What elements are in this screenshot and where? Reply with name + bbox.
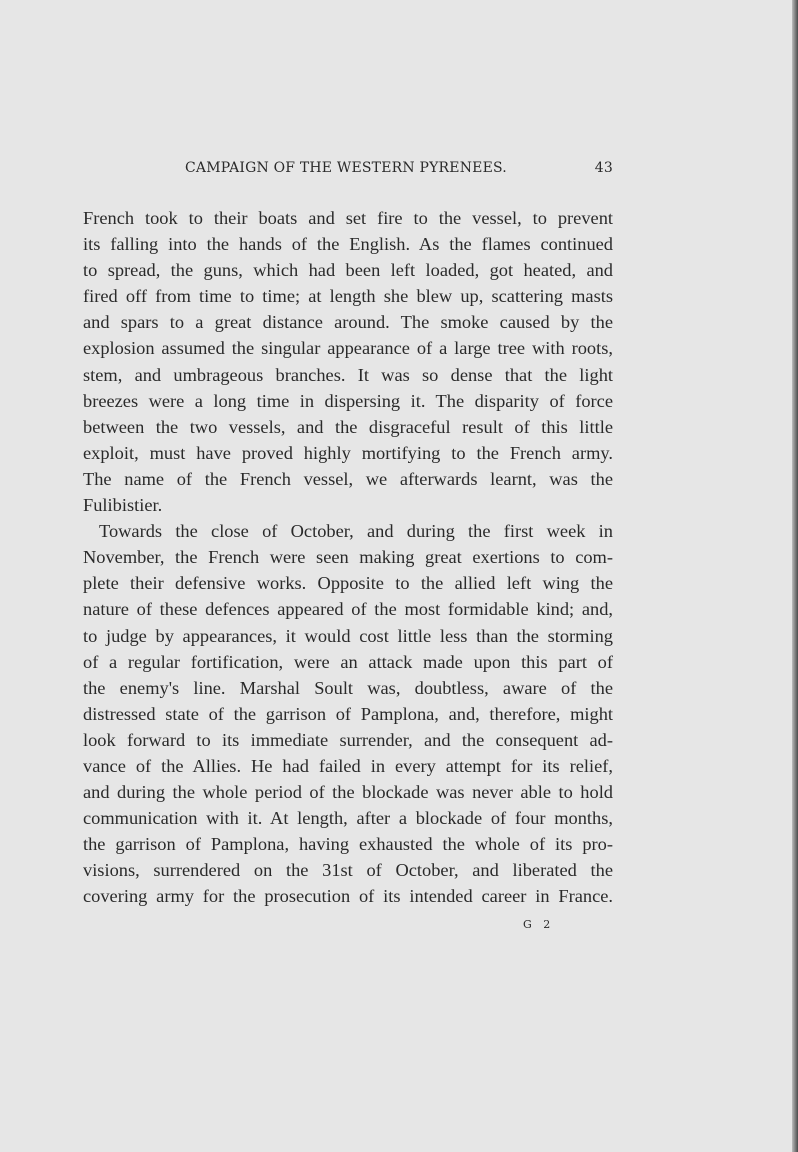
text-line: vance of the Allies. He had failed in every attempt for its relief, xyxy=(83,755,613,776)
text-line: between the two vessels, and the disgraceful result of this little xyxy=(83,416,613,437)
text-line: The name of the French vessel, we afterwards learnt, was the xyxy=(83,468,613,489)
page-number: 43 xyxy=(594,160,613,176)
body-text xyxy=(83,205,613,910)
text-line: of a regular fortification, were an attack made upon this part of xyxy=(83,651,613,672)
text-line: French took to their boats and set fire to the vessel, to prevent xyxy=(83,208,613,228)
text-line: stem, and umbrageous branches. It was so dense that the light xyxy=(83,364,613,385)
page-edge-shadow xyxy=(792,0,798,1152)
text-line: plete their defensive works. Opposite to the allied left wing the xyxy=(83,573,613,594)
text-line: the enemy's line. Marshal Soult was, doubtless, aware of the xyxy=(83,677,613,698)
running-title: CAMPAIGN OF THE WESTERN PYRENEES. xyxy=(185,160,507,176)
text-line: November, the French were seen making great exertions to com- xyxy=(83,547,613,568)
text-line: explosion assumed the singular appearance of a large tree with roots, xyxy=(83,338,613,359)
signature-mark: G 2 xyxy=(523,918,555,931)
text-line: Fulibistier. xyxy=(83,495,163,516)
text-line: covering army for the prosecution of its intended career in France. xyxy=(83,886,613,907)
text-line: and during the whole period of the blockade was never able to hold xyxy=(83,782,613,803)
text-line: its falling into the hands of the English. As the flames continued xyxy=(83,234,613,255)
text-line: exploit, must have proved highly mortifying to the French army. xyxy=(83,442,613,463)
text-line: breezes were a long time in dispersing it. The disparity of force xyxy=(83,390,613,411)
text-line: the garrison of Pamplona, having exhausted the whole of its pro- xyxy=(83,834,613,855)
text-line: nature of these defences appeared of the most formidable kind; and, xyxy=(83,599,613,620)
text-line: look forward to its immediate surrender, and the consequent ad- xyxy=(83,729,613,750)
text-line: and spars to a great distance around. The smoke caused by the xyxy=(83,312,613,333)
text-line: visions, surrendered on the 31st of October, and liberated the xyxy=(83,860,613,881)
text-line: to judge by appearances, it would cost little less than the storming xyxy=(83,625,613,646)
text-line: distressed state of the garrison of Pamplona, and, therefore, might xyxy=(83,703,613,724)
text-line: Towards the close of October, and during the first week in xyxy=(99,521,613,542)
text-line: to spread, the guns, which had been left loaded, got heated, and xyxy=(83,260,613,281)
text-line: fired off from time to time; at length she blew up, scattering masts xyxy=(83,286,613,307)
text-line: communication with it. At length, after a blockade of four months, xyxy=(83,808,613,829)
